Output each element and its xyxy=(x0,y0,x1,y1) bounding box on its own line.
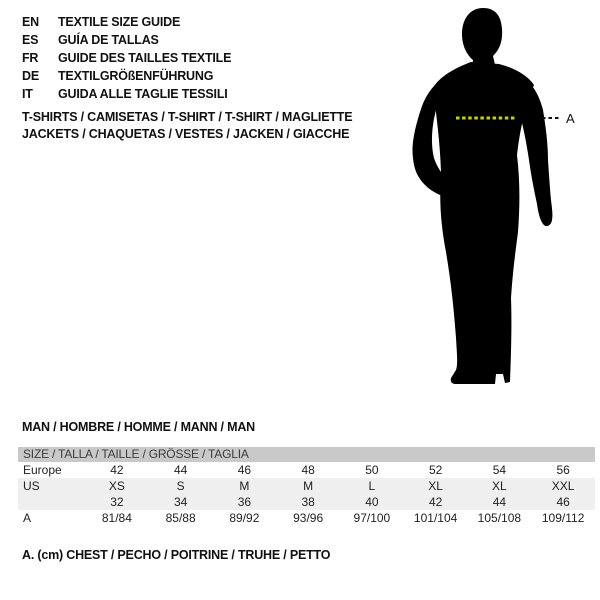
size-cell: 93/96 xyxy=(293,511,324,525)
language-code: DE xyxy=(22,69,39,83)
size-cell: 32 xyxy=(110,495,124,509)
measure-label-a: A xyxy=(566,111,575,126)
size-cell: 40 xyxy=(365,495,379,509)
size-cell: 52 xyxy=(428,463,443,477)
table-row-us-numbers xyxy=(18,494,595,510)
size-cell: 42 xyxy=(428,495,443,509)
table-row-europe xyxy=(18,462,595,478)
size-cell: 48 xyxy=(301,463,315,477)
size-cell: XL xyxy=(428,479,443,493)
garment-categories xyxy=(22,109,352,142)
size-cell: 44 xyxy=(492,495,507,509)
size-cell: 46 xyxy=(237,463,252,477)
us-size-band xyxy=(18,478,595,510)
language-label: GUIDA ALLE TAGLIE TESSILI xyxy=(58,87,228,101)
size-cell: S xyxy=(176,479,185,493)
language-label: GUÍA DE TALLAS xyxy=(58,33,159,47)
size-cell: 34 xyxy=(173,495,188,509)
language-code: EN xyxy=(22,15,39,29)
size-cell: 56 xyxy=(556,463,570,477)
section-title-man: MAN / HOMBRE / HOMME / MANN / MAN xyxy=(22,420,255,434)
size-cell: XS xyxy=(108,479,125,493)
size-cell: 50 xyxy=(365,463,379,477)
silhouette-head xyxy=(462,8,502,69)
language-row-es xyxy=(22,31,231,49)
language-code: FR xyxy=(22,51,39,65)
size-cell: 54 xyxy=(492,463,507,477)
language-code: IT xyxy=(22,87,33,101)
size-cell: 85/88 xyxy=(165,511,196,525)
category-jackets: JACKETS / CHAQUETAS / VESTES / JACKEN / GIACCHE xyxy=(22,126,350,141)
language-code: ES xyxy=(22,33,39,47)
row-label: US xyxy=(23,479,40,493)
size-cell: 44 xyxy=(173,463,188,477)
size-cell: 38 xyxy=(301,495,315,509)
category-tshirts: T-SHIRTS / CAMISETAS / T-SHIRT / T-SHIRT / MAGLIETTE xyxy=(22,110,353,124)
size-cell: XXL xyxy=(551,479,575,493)
size-cell: M xyxy=(239,479,250,493)
size-cell: 109/112 xyxy=(541,511,585,525)
size-cell: 101/104 xyxy=(413,511,458,525)
language-label: TEXTILE SIZE GUIDE xyxy=(58,15,181,29)
language-row-fr xyxy=(22,49,231,67)
row-label xyxy=(18,494,85,510)
language-label: TEXTILGRÖßENFÜHRUNG xyxy=(58,69,214,83)
language-row-de xyxy=(22,67,231,85)
size-cell: 105/108 xyxy=(477,511,522,525)
language-row-en xyxy=(22,13,231,31)
size-cell: 42 xyxy=(110,463,124,477)
size-cell: XL xyxy=(492,479,507,493)
language-list xyxy=(22,13,231,103)
size-cell: 89/92 xyxy=(229,511,260,525)
size-table-header: SIZE / TALLA / TAILLE / GRÖSSE / TAGLIA xyxy=(18,447,595,462)
size-cell: 81/84 xyxy=(101,511,132,525)
man-silhouette-figure xyxy=(400,0,600,400)
row-label: A xyxy=(23,511,32,525)
silhouette-right-arm xyxy=(516,77,553,226)
size-cell: L xyxy=(368,479,376,493)
table-row-us-letters xyxy=(18,478,595,494)
size-cell: 36 xyxy=(237,495,252,509)
language-label: GUIDE DES TAILLES TEXTILE xyxy=(58,51,232,65)
row-label: Europe xyxy=(23,463,62,477)
language-row-it xyxy=(22,85,231,103)
chest-measure-footnote: A. (cm) CHEST / PECHO / POITRINE / TRUHE / PETTO xyxy=(22,548,331,562)
size-cell: 97/100 xyxy=(353,511,391,525)
size-cell: M xyxy=(303,479,314,493)
size-cell: 46 xyxy=(556,495,570,509)
table-row-chest-cm xyxy=(18,510,595,526)
man-silhouette-svg xyxy=(400,0,600,400)
size-table xyxy=(18,447,595,526)
